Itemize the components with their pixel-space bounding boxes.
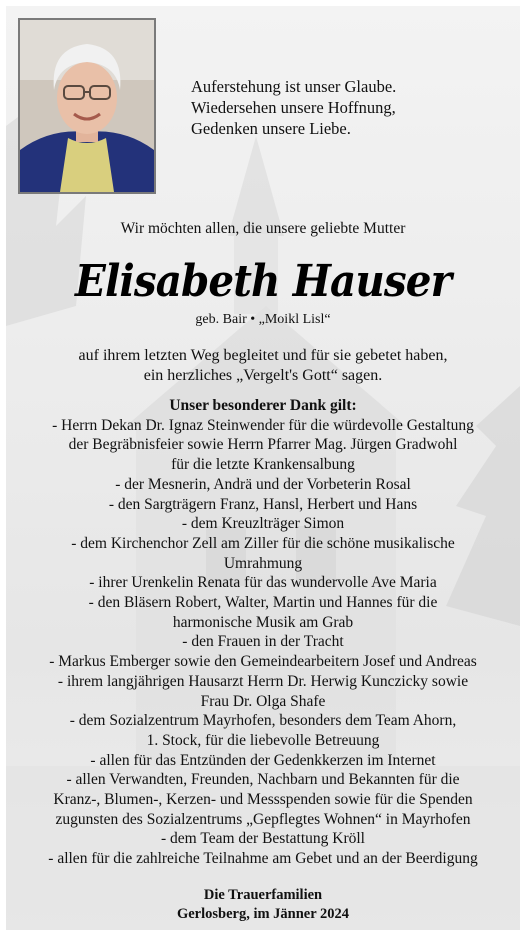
thanks-line: für die letzte Krankensalbung bbox=[171, 456, 355, 474]
thanks-line: - allen für das Entzünden der Gedenkkerzen im Internet bbox=[90, 751, 436, 769]
motto-line: Auferstehung ist unser Glaube. bbox=[191, 77, 397, 96]
thanks-line: Frau Dr. Olga Shafe bbox=[200, 692, 326, 710]
motto-verse bbox=[191, 76, 396, 139]
obituary-card bbox=[6, 6, 520, 930]
thanks-line: - allen für die zahlreiche Teilnahme am Gebet und an der Beerdigung bbox=[48, 850, 478, 868]
thanks-line: - Herrn Dekan Dr. Ignaz Steinwender für die würdevolle Gestaltung bbox=[52, 416, 474, 434]
thanks-line: - ihrer Urenkelin Renata für das wundervolle Ave Maria bbox=[89, 574, 437, 592]
intro-text: Wir möchten allen, die unsere geliebte Mutter bbox=[120, 220, 406, 237]
thanks-line: - Markus Emberger sowie den Gemeindearbeitern Josef und Andreas bbox=[49, 653, 477, 671]
birth-name: geb. Bair • „Moikl Lisl“ bbox=[195, 312, 331, 327]
signature-place-date: Gerlosberg, im Jänner 2024 bbox=[176, 906, 350, 922]
signature-block bbox=[6, 886, 520, 924]
portrait-photo bbox=[18, 18, 156, 194]
thanks-line: - der Mesnerin, Andrä und der Vorbeterin Rosal bbox=[115, 475, 411, 493]
thanks-line: harmonische Musik am Grab bbox=[172, 613, 354, 631]
thanks-intro-line: ein herzliches „Vergelt's Gott“ sagen. bbox=[143, 366, 383, 384]
thanks-line: - dem Team der Bestattung Kröll bbox=[161, 830, 365, 848]
thanks-line: Umrahmung bbox=[223, 554, 303, 572]
thanks-line: der Begräbnisfeier sowie Herrn Pfarrer Mag. Jürgen Gradwohl bbox=[68, 436, 458, 454]
thanks-line: - dem Kirchenchor Zell am Ziller für die schöne musikalische bbox=[71, 534, 455, 552]
thanks-line: - den Bläsern Robert, Walter, Martin und Hannes für die bbox=[88, 594, 438, 612]
thanks-line: - den Sargträgern Franz, Hansl, Herbert und Hans bbox=[108, 495, 418, 513]
signature-family: Die Trauerfamilien bbox=[203, 887, 323, 903]
thanks-intro bbox=[6, 346, 520, 385]
thanks-heading: Unser besonderer Dank gilt: bbox=[169, 397, 357, 414]
thanks-line: - dem Sozialzentrum Mayrhofen, besonders dem Team Ahorn, bbox=[69, 712, 457, 730]
motto-line: Gedenken unsere Liebe. bbox=[191, 119, 351, 138]
thanks-line: - ihrem langjährigen Hausarzt Herrn Dr. Herwig Kunczicky sowie bbox=[57, 672, 469, 690]
thanks-line: - allen Verwandten, Freunden, Nachbarn und Bekannten für die bbox=[66, 771, 460, 789]
thanks-intro-line: auf ihrem letzten Weg begleitet und für sie gebetet haben, bbox=[78, 347, 448, 364]
thanks-line: 1. Stock, für die liebevolle Betreuung bbox=[146, 731, 380, 749]
portrait-image bbox=[20, 20, 154, 192]
deceased-name: Elisabeth Hauser bbox=[75, 256, 451, 307]
thanks-line: - dem Kreuzlträger Simon bbox=[181, 515, 345, 533]
motto-line: Wiedersehen unsere Hoffnung, bbox=[191, 98, 396, 117]
thanks-list bbox=[6, 396, 520, 869]
thanks-line: - den Frauen in der Tracht bbox=[182, 633, 344, 651]
thanks-line: zugunsten des Sozialzentrums „Gepflegtes Wohnen“ in Mayrhofen bbox=[55, 810, 471, 828]
thanks-line: Kranz-, Blumen-, Kerzen- und Messspenden sowie für die Spenden bbox=[53, 791, 473, 809]
